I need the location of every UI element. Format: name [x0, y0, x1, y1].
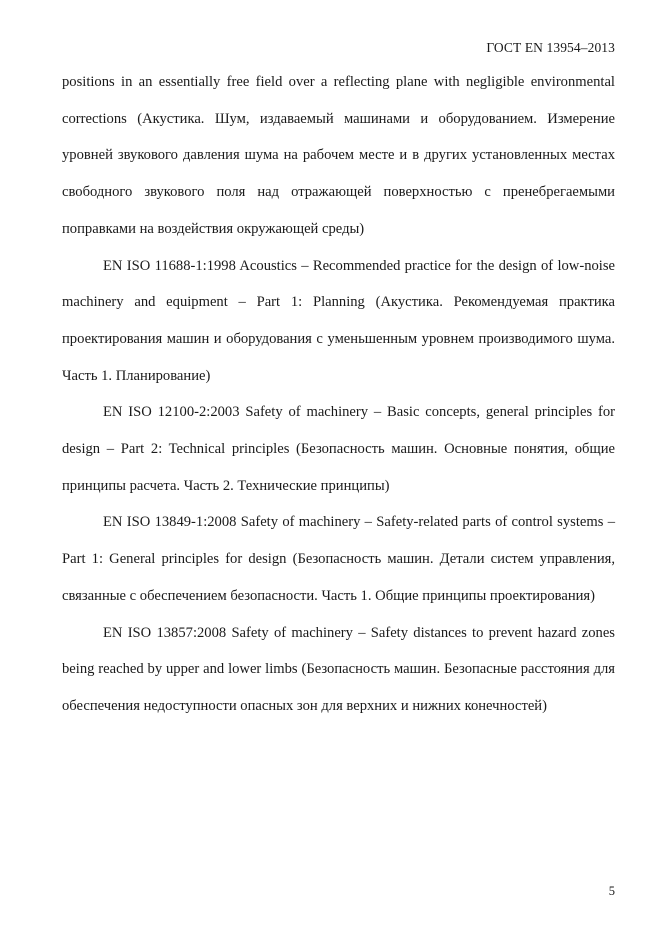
paragraph-continuation: positions in an essentially free field over a reflecting plane with negligible environmental corrections (Акустика. Шум, издаваемый машинами и оборудованием. Измерение уровней звукового давления шума на рабочем месте и в других установленных местах свободного звукового поля над отражающей поверхностью с пренебрегаемыми поправками на воздействия окружающей среды) — [62, 74, 615, 237]
paragraph-en-iso-11688: EN ISO 11688-1:1998 Acoustics – Recommended practice for the design of low-noise machinery and equipment – Part 1: Planning (Акустика. Рекомендуемая практика проектирования машин и оборудования с уменьшенным уровнем производимого шума. Часть 1. Планирование) — [62, 257, 615, 384]
paragraph-en-iso-13849: EN ISO 13849-1:2008 Safety of machinery – Safety-related parts of control systems – Part 1: General principles for design (Безопасность машин. Детали систем управления, связанные с обеспечением безопасности. Часть 1. Общие принципы проектирования) — [62, 514, 615, 604]
page-number: 5 — [608, 884, 615, 898]
document-code-header: ГОСТ EN 13954–2013 — [486, 40, 615, 55]
document-body — [62, 64, 615, 725]
paragraph-en-iso-12100: EN ISO 12100-2:2003 Safety of machinery – Basic concepts, general principles for design – Part 2: Technical principles (Безопасность машин. Основные понятия, общие принципы расчета. Часть 2. Технические принципы) — [62, 404, 615, 494]
paragraph-en-iso-13857: EN ISO 13857:2008 Safety of machinery – Safety distances to prevent hazard zones being reached by upper and lower limbs (Безопасность машин. Безопасные расстояния для обеспечения недоступности опасных зон для верхних и нижних конечностей) — [62, 624, 615, 714]
